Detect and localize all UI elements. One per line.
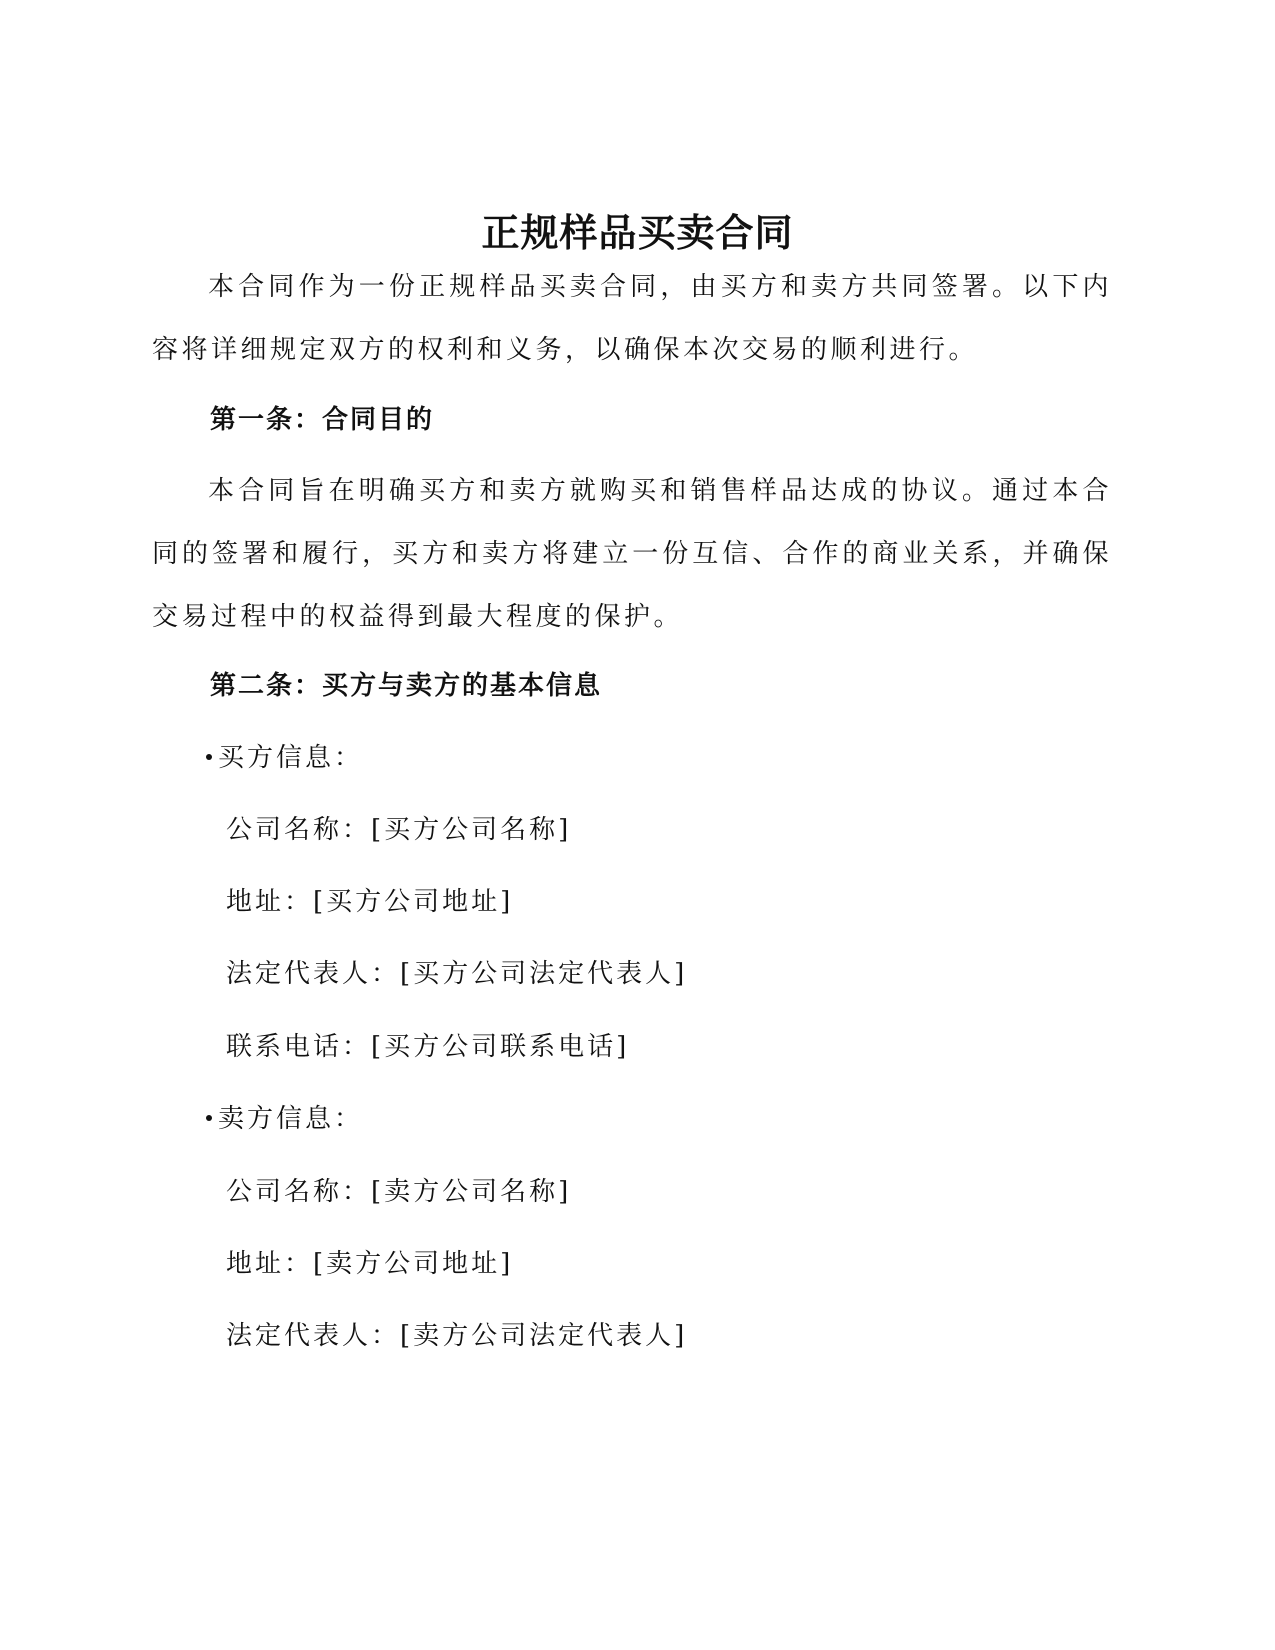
buyer-phone-field: 联系电话：[买方公司联系电话] [226, 1032, 630, 1062]
bullet-dot-icon [206, 754, 212, 760]
buyer-representative-field: 法定代表人：[买方公司法定代表人] [226, 959, 688, 989]
seller-representative-field: 法定代表人：[卖方公司法定代表人] [226, 1321, 688, 1351]
seller-info-label: 卖方信息： [218, 1104, 364, 1134]
section-1-body: 本合同旨在明确买方和卖方就购买和销售样品达成的协议。通过本合同的签署和履行，买方和卖方将建立一份互信、合作的商业关系，并确保交易过程中的权益得到最大程度的保护。 [152, 476, 1112, 632]
seller-address-field: 地址：[卖方公司地址] [226, 1249, 514, 1279]
bullet-dot-icon [206, 1115, 212, 1121]
document-title: 正规样品买卖合同 [481, 211, 794, 255]
seller-info-bullet [206, 1099, 363, 1139]
buyer-info-label: 买方信息： [218, 743, 364, 773]
buyer-info-bullet [206, 738, 363, 778]
section-2-heading: 第二条：买方与卖方的基本信息 [210, 671, 603, 701]
section-1-heading: 第一条：合同目的 [210, 405, 435, 435]
buyer-company-field: 公司名称：[买方公司名称] [226, 815, 572, 845]
buyer-address-field: 地址：[买方公司地址] [226, 887, 514, 917]
seller-company-field: 公司名称：[卖方公司名称] [226, 1177, 572, 1207]
intro-paragraph: 本合同作为一份正规样品买卖合同，由买方和卖方共同签署。以下内容将详细规定双方的权利和义务，以确保本次交易的顺利进行。 [152, 272, 1112, 365]
